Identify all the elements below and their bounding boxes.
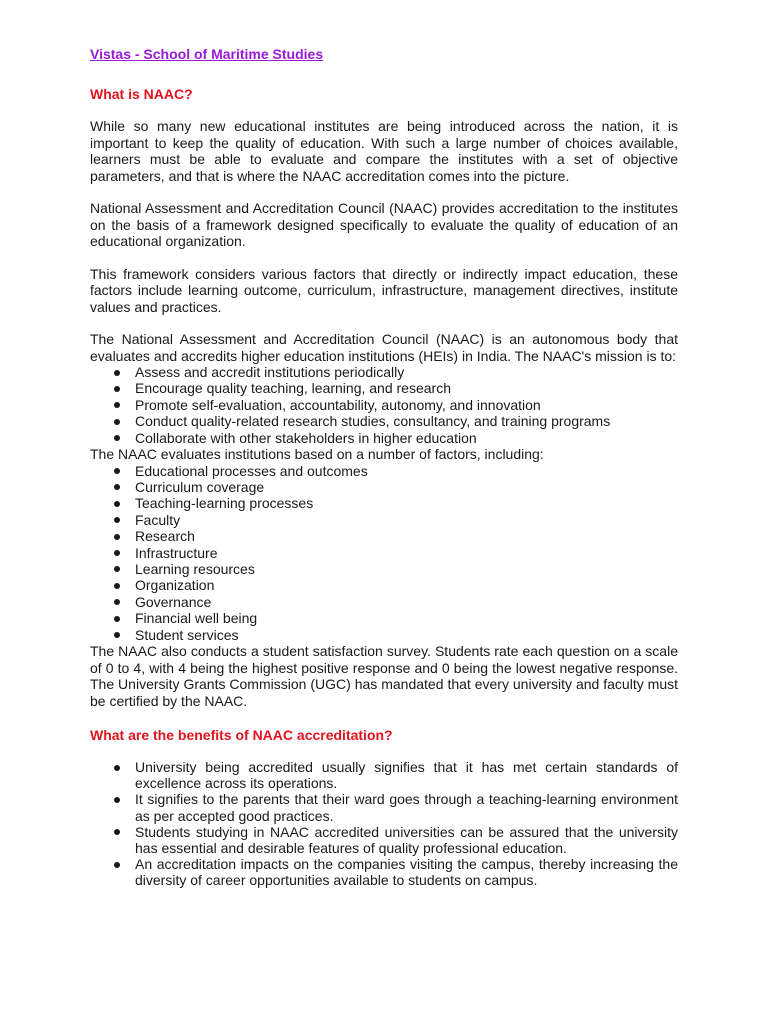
benefits-list — [90, 759, 678, 889]
list-item: Collaborate with other stakeholders in higher education — [90, 430, 678, 446]
list-item: Research — [90, 528, 678, 544]
vistas-link[interactable]: Vistas - School of Maritime Studies — [90, 46, 324, 62]
list-item: Student services — [90, 627, 678, 643]
document-page — [90, 44, 678, 889]
list-item: Educational processes and outcomes — [90, 463, 678, 479]
paragraph-mission-intro: The National Assessment and Accreditation Council (NAAC) is an autonomous body that evaluates and accredits higher education institutions (HEIs) in India. The NAAC's mission is to: — [90, 331, 678, 364]
list-item: Promote self-evaluation, accountability, autonomy, and innovation — [90, 397, 678, 413]
list-item: Encourage quality teaching, learning, and research — [90, 380, 678, 396]
list-item: University being accredited usually signifies that it has met certain standards of excellence across its operations. — [90, 759, 678, 791]
list-item: Faculty — [90, 512, 678, 528]
list-item: It signifies to the parents that their ward goes through a teaching-learning environment as per accepted good practices. — [90, 791, 678, 823]
paragraph-factors-intro: The NAAC evaluates institutions based on a number of factors, including: — [90, 446, 544, 463]
heading-benefits: What are the benefits of NAAC accreditation? — [90, 727, 393, 743]
list-item: Financial well being — [90, 610, 678, 626]
list-item: An accreditation impacts on the companies visiting the campus, thereby increasing the diversity of career opportunities available to students on campus. — [90, 856, 678, 888]
list-item: Infrastructure — [90, 545, 678, 561]
list-item: Learning resources — [90, 561, 678, 577]
list-item: Assess and accredit institutions periodically — [90, 364, 678, 380]
paragraph-survey: The NAAC also conducts a student satisfaction survey. Students rate each question on a scale of 0 to 4, with 4 being the highest positive response and 0 being the lowest negative response. The University Grants Commission (UGC) has mandated that every university and faculty must be certified by the NAAC. — [90, 643, 678, 709]
paragraph-framework: This framework considers various factors that directly or indirectly impact education, these factors include learning outcome, curriculum, infrastructure, management directives, institute values and practices. — [90, 265, 678, 315]
list-item: Teaching-learning processes — [90, 495, 678, 511]
heading-what-is-naac: What is NAAC? — [90, 86, 193, 102]
mission-list — [90, 364, 678, 446]
list-item: Organization — [90, 577, 678, 593]
list-item: Conduct quality-related research studies, consultancy, and training programs — [90, 413, 678, 429]
list-item: Curriculum coverage — [90, 479, 678, 495]
list-item: Students studying in NAAC accredited universities can be assured that the university has essential and desirable features of quality professional education. — [90, 824, 678, 856]
list-item: Governance — [90, 594, 678, 610]
paragraph-intro: While so many new educational institutes are being introduced across the nation, it is important to keep the quality of education. With such a large number of choices available, learners must be able to evaluate and compare the institutes with a set of objective parameters, and that is where the NAAC accreditation comes into the picture. — [90, 118, 678, 184]
factors-list — [90, 463, 678, 643]
paragraph-naac-definition: National Assessment and Accreditation Council (NAAC) provides accreditation to the institutes on the basis of a framework designed specifically to evaluate the quality of education of an educational organization. — [90, 200, 678, 249]
